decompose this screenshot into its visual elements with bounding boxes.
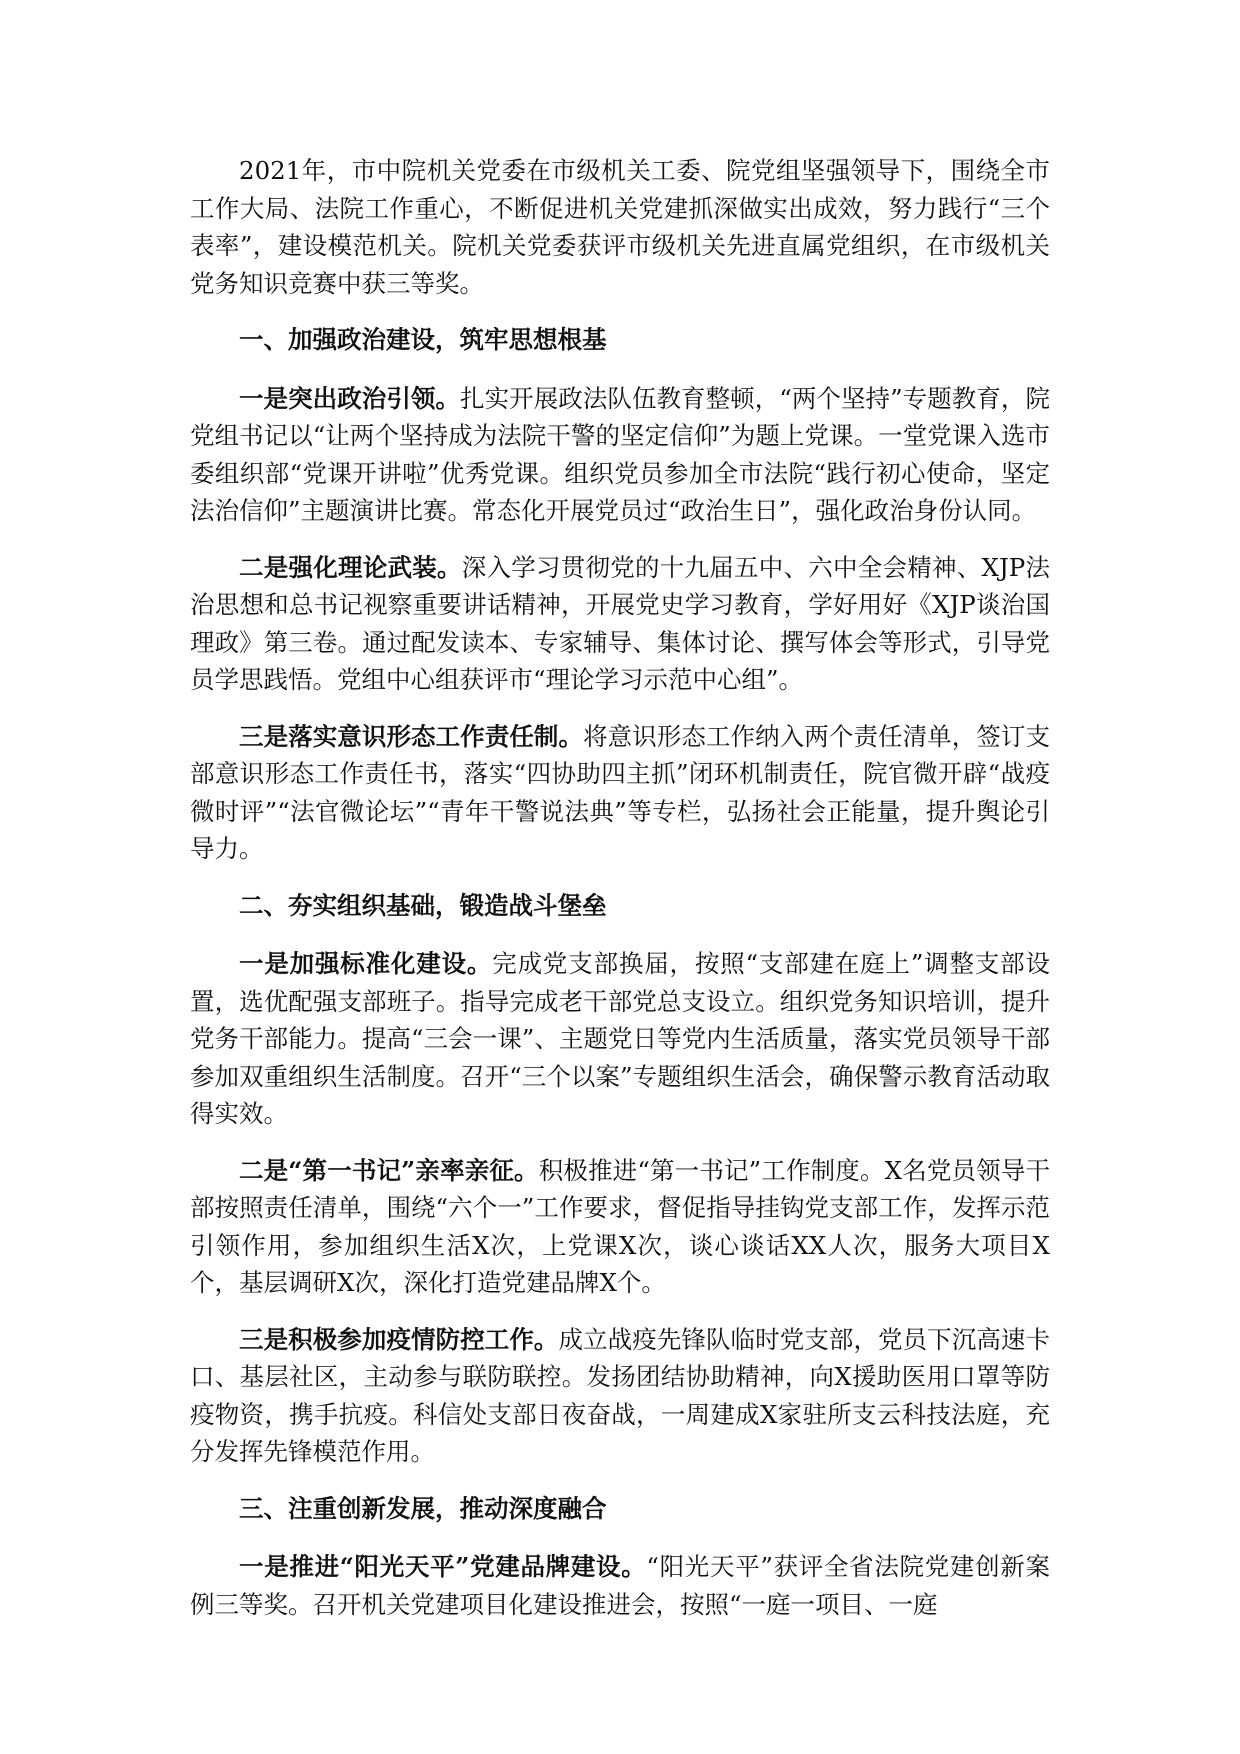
- item-text: 成立战疫先锋队临时党支部，党员下沉高速卡口、基层社区，主动参与联防联控。发扬团结协助精神，向X援助医用口罩等防疫物资，携手抗疫。科信处支部日夜奋战，一周建成X家驻所支云科技法庭，充分发挥先锋模范作用。: [190, 1324, 1050, 1466]
- section-2-item-2: [190, 1152, 1050, 1302]
- section-2-item-1: [190, 945, 1050, 1133]
- section-1-item-3: [190, 718, 1050, 868]
- item-lead: 二是“第一书记”亲率亲征。: [239, 1155, 539, 1185]
- document-page: [190, 152, 1050, 1623]
- section-3-heading: 三、注重创新发展，推动深度融合: [239, 1493, 607, 1523]
- item-lead: 一是突出政治引领。: [239, 383, 461, 413]
- item-lead: 一是推进“阳光天平”党建品牌建设。: [239, 1552, 647, 1581]
- section-2-heading: 二、夯实组织基础，锻造战斗堡垒: [239, 890, 607, 920]
- section-1-item-2: [190, 549, 1050, 699]
- item-lead: 二是强化理论武装。: [239, 552, 462, 582]
- item-text: 将意识形态工作纳入两个责任清单，签订支部意识形态工作责任书，落实“四协助四主抓”闭环机制责任，院官微开辟“战疫微时评”“法官微论坛”“青年干警说法典”等专栏，弘扬社会正能量，提升舆论引导力。: [190, 721, 1050, 863]
- item-text: “阳光天平”获评全省法院党建创新案例三等奖。召开机关党建项目化建设推进会，按照“一庭一项目、一庭: [190, 1552, 1050, 1619]
- item-lead: 三是落实意识形态工作责任制。: [239, 721, 584, 751]
- section-3-item-1: [190, 1548, 1050, 1623]
- section-1-item-1: [190, 380, 1050, 530]
- section-2-item-3: [190, 1321, 1050, 1471]
- item-text: 深入学习贯彻党的十九届五中、六中全会精神、XJP法治思想和总书记视察重要讲话精神，开展党史学习教育，学好用好《XJP谈治国理政》第三卷。通过配发读本、专家辅导、集体讨论、撰写体会等形式，引导党员学思践悟。党组中心组获评市“理论学习示范中心组”。: [190, 552, 1050, 694]
- item-lead: 一是加强标准化建设。: [239, 949, 493, 978]
- item-lead: 三是积极参加疫情防控工作。: [239, 1324, 559, 1354]
- item-text: 完成党支部换届，按照“支部建在庭上”调整支部设置，选优配强支部班子。指导完成老干部党总支设立。组织党务知识培训，提升党务干部能力。提高“三会一课”、主题党日等党内生活质量，落实党员领导干部参加双重组织生活制度。召开“三个以案”专题组织生活会，确保警示教育活动取得实效。: [190, 949, 1050, 1128]
- intro-paragraph: 2021年，市中院机关党委在市级机关工委、院党组坚强领导下，围绕全市工作大局、法院工作重心，不断促进机关党建抓深做实出成效，努力践行“三个表率”，建设模范机关。院机关党委获评市级机关先进直属党组织，在市级机关党务知识竞赛中获三等奖。: [190, 156, 1050, 298]
- item-text: 扎实开展政法队伍教育整顿，“两个坚持”专题教育，院党组书记以“让两个坚持成为法院干警的坚定信仰”为题上党课。一堂党课入选市委组织部“党课开讲啦”优秀党课。组织党员参加全市法院“践行初心使命，坚定法治信仰”主题演讲比赛。常态化开展党员过“政治生日”，强化政治身份认同。: [190, 383, 1050, 525]
- item-text: 积极推进“第一书记”工作制度。X名党员领导干部按照责任清单，围绕“六个一”工作要求，督促指导挂钩党支部工作，发挥示范引领作用，参加组织生活X次，上党课X次，谈心谈话XX人次，服务大项目X个，基层调研X次，深化打造党建品牌X个。: [190, 1155, 1050, 1297]
- section-1-heading: 一、加强政治建设，筑牢思想根基: [239, 325, 607, 354]
